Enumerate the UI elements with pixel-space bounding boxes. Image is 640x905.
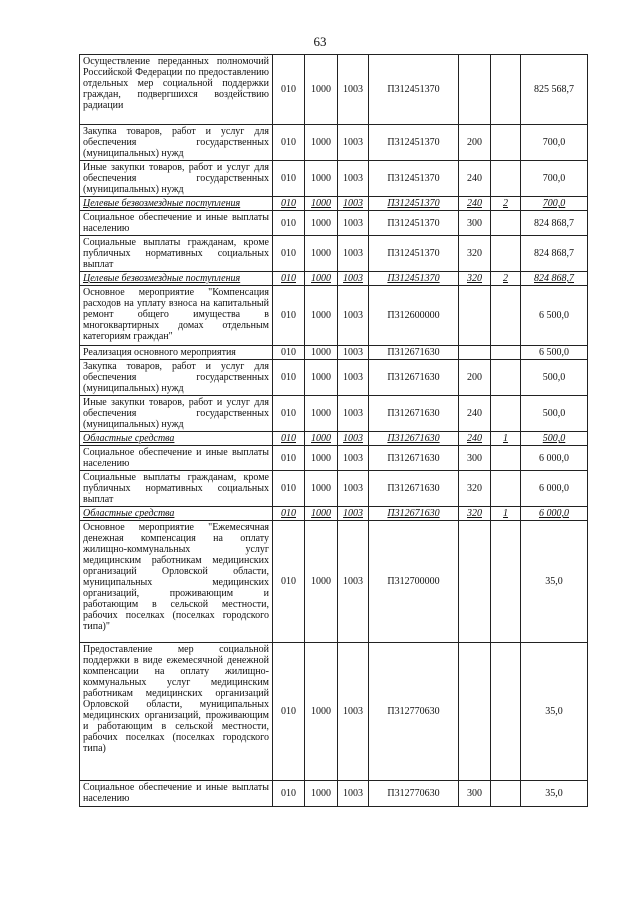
cell-subsection-code: 1003 [338,396,369,432]
row-name: Целевые безвозмездные поступления [80,197,273,211]
table-row [80,507,588,521]
table-row [80,346,588,360]
cell-funding-source [491,346,521,360]
cell-subsection-code: 1003 [338,521,369,643]
cell-subsection-code: 1003 [338,471,369,507]
table-row [80,161,588,197]
table-row [80,197,588,211]
cell-expense-type [459,521,491,643]
cell-section-code: 1000 [305,272,338,286]
cell-subsection-code: 1003 [338,125,369,161]
cell-subsection-code: 1003 [338,197,369,211]
cell-ministry-code: 010 [273,507,305,521]
cell-subsection-code: 1003 [338,446,369,471]
cell-target-article: П312671630 [369,432,459,446]
cell-subsection-code: 1003 [338,346,369,360]
cell-funding-source [491,161,521,197]
cell-ministry-code: 010 [273,286,305,346]
cell-section-code: 1000 [305,197,338,211]
cell-expense-type: 300 [459,446,491,471]
cell-expense-type: 320 [459,507,491,521]
cell-expense-type: 320 [459,272,491,286]
cell-ministry-code: 010 [273,346,305,360]
cell-amount: 700,0 [521,125,588,161]
row-name: Основное мероприятие "Ежемесячная денежная компенсация на оплату жилищно-коммунальных услуг медицинским работникам медицинских организаций Орловской области, муниципальных медицинских организаций, проживающим и работающим в сельской местности, рабочих поселках (поселках городского типа)" [80,521,273,643]
cell-section-code: 1000 [305,471,338,507]
cell-subsection-code: 1003 [338,507,369,521]
cell-amount: 500,0 [521,396,588,432]
row-name: Иные закупки товаров, работ и услуг для обеспечения государственных (муниципальных) нужд [80,396,273,432]
cell-section-code: 1000 [305,161,338,197]
cell-amount: 500,0 [521,360,588,396]
cell-funding-source [491,446,521,471]
cell-amount: 824 868,7 [521,236,588,272]
cell-target-article: П312671630 [369,396,459,432]
cell-target-article: П312770630 [369,781,459,807]
cell-funding-source [491,781,521,807]
table-row [80,643,588,781]
cell-funding-source [491,396,521,432]
row-name: Областные средства [80,432,273,446]
cell-funding-source [491,55,521,125]
cell-section-code: 1000 [305,643,338,781]
cell-ministry-code: 010 [273,272,305,286]
row-name: Реализация основного мероприятия [80,346,273,360]
cell-target-article: П312671630 [369,446,459,471]
cell-ministry-code: 010 [273,396,305,432]
cell-subsection-code: 1003 [338,272,369,286]
cell-target-article: П312600000 [369,286,459,346]
table-row [80,471,588,507]
cell-target-article: П312451370 [369,55,459,125]
cell-amount: 35,0 [521,781,588,807]
row-name: Социальное обеспечение и иные выплаты населению [80,211,273,236]
cell-section-code: 1000 [305,346,338,360]
cell-amount: 824 868,7 [521,211,588,236]
cell-amount: 700,0 [521,161,588,197]
row-name: Социальные выплаты гражданам, кроме публичных нормативных социальных выплат [80,471,273,507]
budget-table [79,54,588,807]
cell-amount: 6 000,0 [521,446,588,471]
cell-amount: 35,0 [521,643,588,781]
cell-amount: 700,0 [521,197,588,211]
row-name: Областные средства [80,507,273,521]
cell-subsection-code: 1003 [338,432,369,446]
cell-section-code: 1000 [305,432,338,446]
cell-amount: 824 868,7 [521,272,588,286]
cell-section-code: 1000 [305,446,338,471]
cell-amount: 500,0 [521,432,588,446]
cell-target-article: П312671630 [369,346,459,360]
cell-target-article: П312451370 [369,211,459,236]
table-row [80,781,588,807]
cell-ministry-code: 010 [273,471,305,507]
cell-funding-source [491,211,521,236]
cell-expense-type [459,286,491,346]
row-name: Закупка товаров, работ и услуг для обеспечения государственных (муниципальных) нужд [80,125,273,161]
cell-ministry-code: 010 [273,197,305,211]
cell-funding-source: 2 [491,272,521,286]
table-row [80,396,588,432]
cell-amount: 6 500,0 [521,346,588,360]
row-name: Социальное обеспечение и иные выплаты населению [80,446,273,471]
cell-funding-source [491,521,521,643]
row-name: Иные закупки товаров, работ и услуг для обеспечения государственных (муниципальных) нужд [80,161,273,197]
cell-subsection-code: 1003 [338,286,369,346]
cell-amount: 6 500,0 [521,286,588,346]
cell-expense-type: 320 [459,471,491,507]
page-number: 63 [313,34,327,49]
cell-ministry-code: 010 [273,125,305,161]
cell-expense-type: 240 [459,197,491,211]
row-name: Предоставление мер социальной поддержки в виде ежемесячной денежной компенсации на оплату жилищно-коммунальных услуг медицинским работникам медицинских организаций Орловской области, муниципальных медицинских организаций, проживающим и работающим в сельской местности, рабочих поселках (поселках городского типа) [80,643,273,781]
table-row [80,286,588,346]
cell-target-article: П312671630 [369,471,459,507]
cell-section-code: 1000 [305,211,338,236]
cell-amount: 35,0 [521,521,588,643]
cell-section-code: 1000 [305,507,338,521]
cell-funding-source [491,286,521,346]
cell-subsection-code: 1003 [338,211,369,236]
row-name: Целевые безвозмездные поступления [80,272,273,286]
table-row [80,446,588,471]
row-name: Осуществление переданных полномочий Российской Федерации по предоставлению отдельных мер социальной поддержки граждан, подвергшихся воздействию радиации [80,55,273,125]
cell-section-code: 1000 [305,781,338,807]
cell-subsection-code: 1003 [338,360,369,396]
row-name: Социальное обеспечение и иные выплаты населению [80,781,273,807]
table-row [80,360,588,396]
budget-table-body [80,55,588,807]
cell-ministry-code: 010 [273,360,305,396]
cell-expense-type: 200 [459,125,491,161]
cell-ministry-code: 010 [273,643,305,781]
cell-section-code: 1000 [305,236,338,272]
cell-funding-source [491,360,521,396]
cell-ministry-code: 010 [273,781,305,807]
cell-ministry-code: 010 [273,432,305,446]
cell-target-article: П312451370 [369,272,459,286]
table-row [80,521,588,643]
row-name: Закупка товаров, работ и услуг для обеспечения государственных (муниципальных) нужд [80,360,273,396]
cell-ministry-code: 010 [273,161,305,197]
table-row [80,272,588,286]
table-row [80,125,588,161]
cell-target-article: П312671630 [369,360,459,396]
cell-ministry-code: 010 [273,211,305,236]
cell-expense-type: 200 [459,360,491,396]
cell-subsection-code: 1003 [338,781,369,807]
cell-target-article: П312451370 [369,161,459,197]
cell-target-article: П312451370 [369,125,459,161]
cell-section-code: 1000 [305,396,338,432]
table-row [80,211,588,236]
cell-amount: 6 000,0 [521,471,588,507]
table-row [80,432,588,446]
cell-amount: 6 000,0 [521,507,588,521]
cell-section-code: 1000 [305,286,338,346]
cell-expense-type: 300 [459,781,491,807]
cell-funding-source [491,125,521,161]
cell-ministry-code: 010 [273,521,305,643]
cell-expense-type: 300 [459,211,491,236]
cell-funding-source: 2 [491,197,521,211]
cell-section-code: 1000 [305,360,338,396]
cell-target-article: П312700000 [369,521,459,643]
cell-funding-source: 1 [491,432,521,446]
cell-expense-type: 240 [459,396,491,432]
cell-expense-type [459,55,491,125]
cell-subsection-code: 1003 [338,236,369,272]
cell-target-article: П312770630 [369,643,459,781]
cell-section-code: 1000 [305,521,338,643]
table-row [80,55,588,125]
cell-expense-type: 240 [459,432,491,446]
row-name: Социальные выплаты гражданам, кроме публичных нормативных социальных выплат [80,236,273,272]
table-row [80,236,588,272]
cell-target-article: П312451370 [369,236,459,272]
cell-expense-type: 240 [459,161,491,197]
cell-expense-type: 320 [459,236,491,272]
cell-funding-source [491,471,521,507]
cell-funding-source [491,236,521,272]
cell-amount: 825 568,7 [521,55,588,125]
cell-expense-type [459,643,491,781]
cell-ministry-code: 010 [273,236,305,272]
cell-ministry-code: 010 [273,446,305,471]
cell-subsection-code: 1003 [338,55,369,125]
cell-funding-source: 1 [491,507,521,521]
cell-section-code: 1000 [305,125,338,161]
cell-ministry-code: 010 [273,55,305,125]
cell-section-code: 1000 [305,55,338,125]
row-name: Основное мероприятие "Компенсация расходов на уплату взноса на капитальный ремонт общего имущества в многоквартирных домах отдельным категориям граждан" [80,286,273,346]
cell-funding-source [491,643,521,781]
cell-subsection-code: 1003 [338,161,369,197]
cell-expense-type [459,346,491,360]
cell-target-article: П312451370 [369,197,459,211]
cell-subsection-code: 1003 [338,643,369,781]
cell-target-article: П312671630 [369,507,459,521]
